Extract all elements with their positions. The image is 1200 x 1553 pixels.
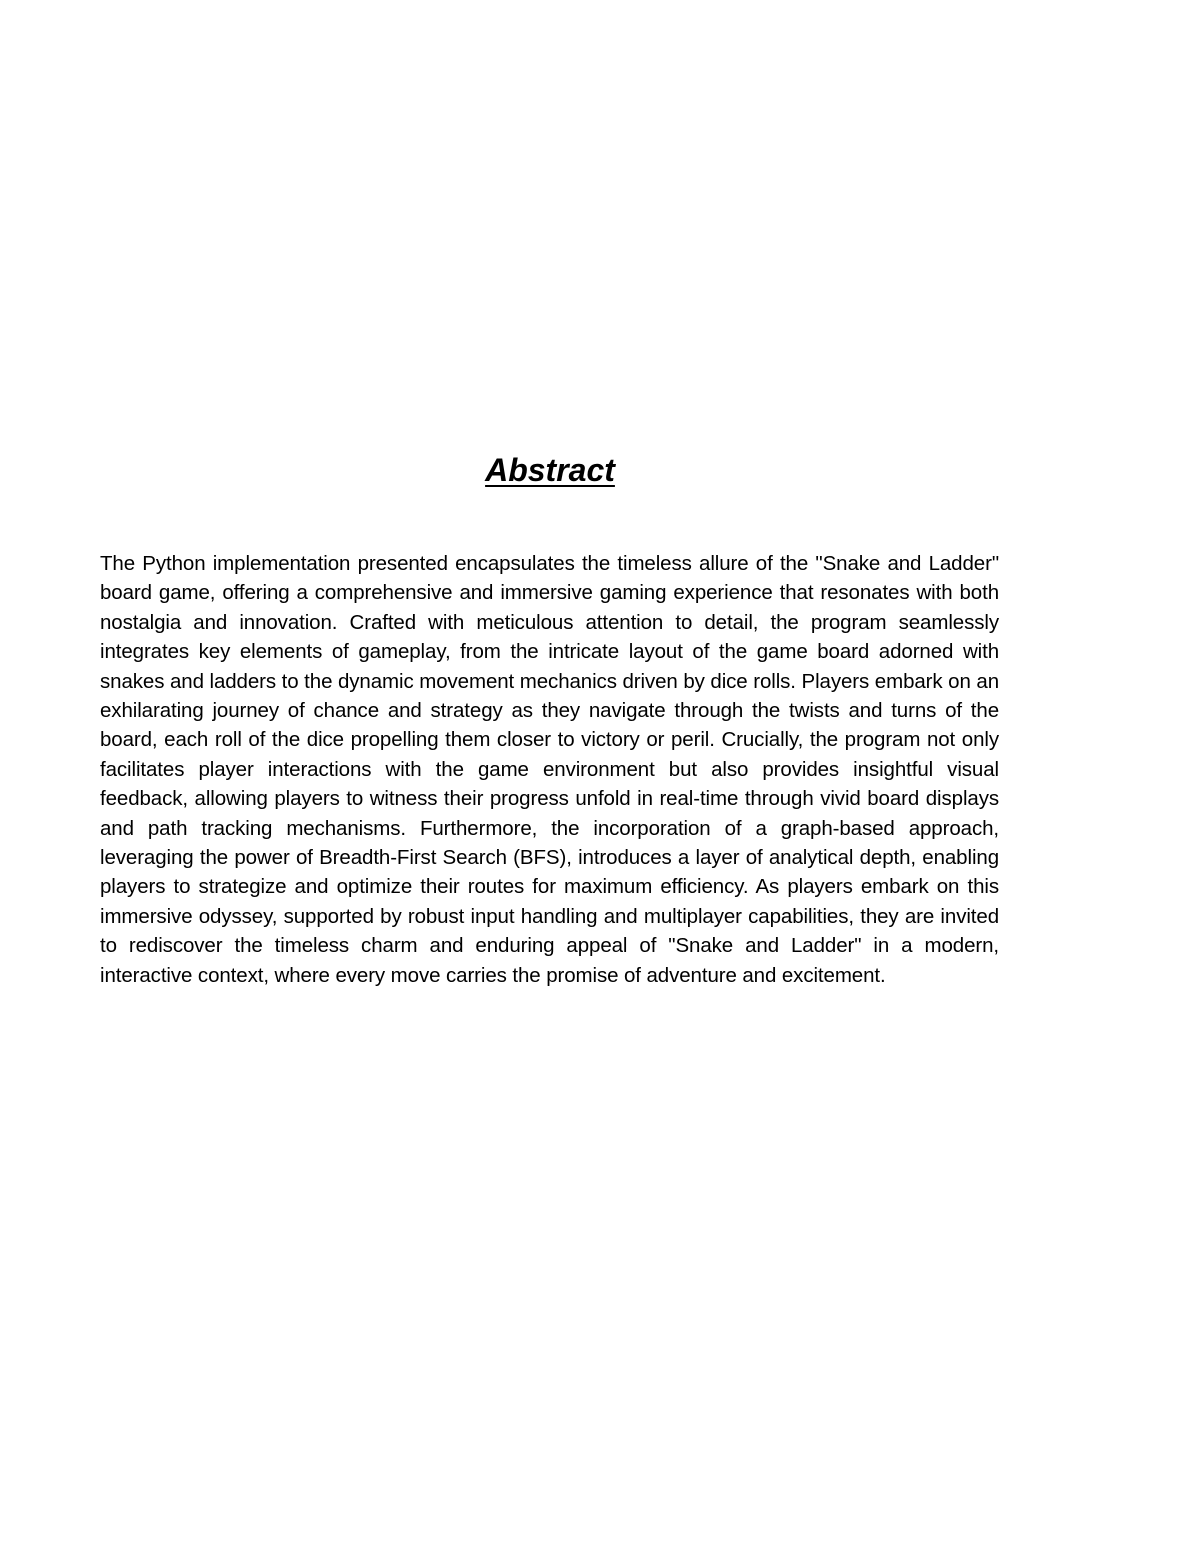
abstract-paragraph: The Python implementation presented encapsulates the timeless allure of the "Snake and Ladder" board game, offering a comprehensive and immersive gaming experience that resonates with both nostalgia and innovation. Crafted with meticulous attention to detail, the program seamlessly integrates key elements of gameplay, from the intricate layout of the game board adorned with snakes and ladders to the dynamic movement mechanics driven by dice rolls. Players embark on an exhilarating journey of chance and strategy as they navigate through the twists and turns of the board, each roll of the dice propelling them closer to victory or peril. Crucially, the program not only facilitates player interactions with the game environment but also provides insightful visual feedback, allowing players to witness their progress unfold in real-time through vivid board displays and path tracking mechanisms. Furthermore, the incorporation of a graph-based approach, leveraging the power of Breadth-First Search (BFS), introduces a layer of analytical depth, enabling players to strategize and optimize their routes for maximum efficiency. As players embark on this immersive odyssey, supported by robust input handling and multiplayer capabilities, they are invited to rediscover the timeless charm and enduring appeal of "Snake and Ladder" in a modern, interactive context, where every move carries the promise of adventure and excitement. (100, 552, 999, 987)
abstract-heading: Abstract (485, 452, 615, 488)
